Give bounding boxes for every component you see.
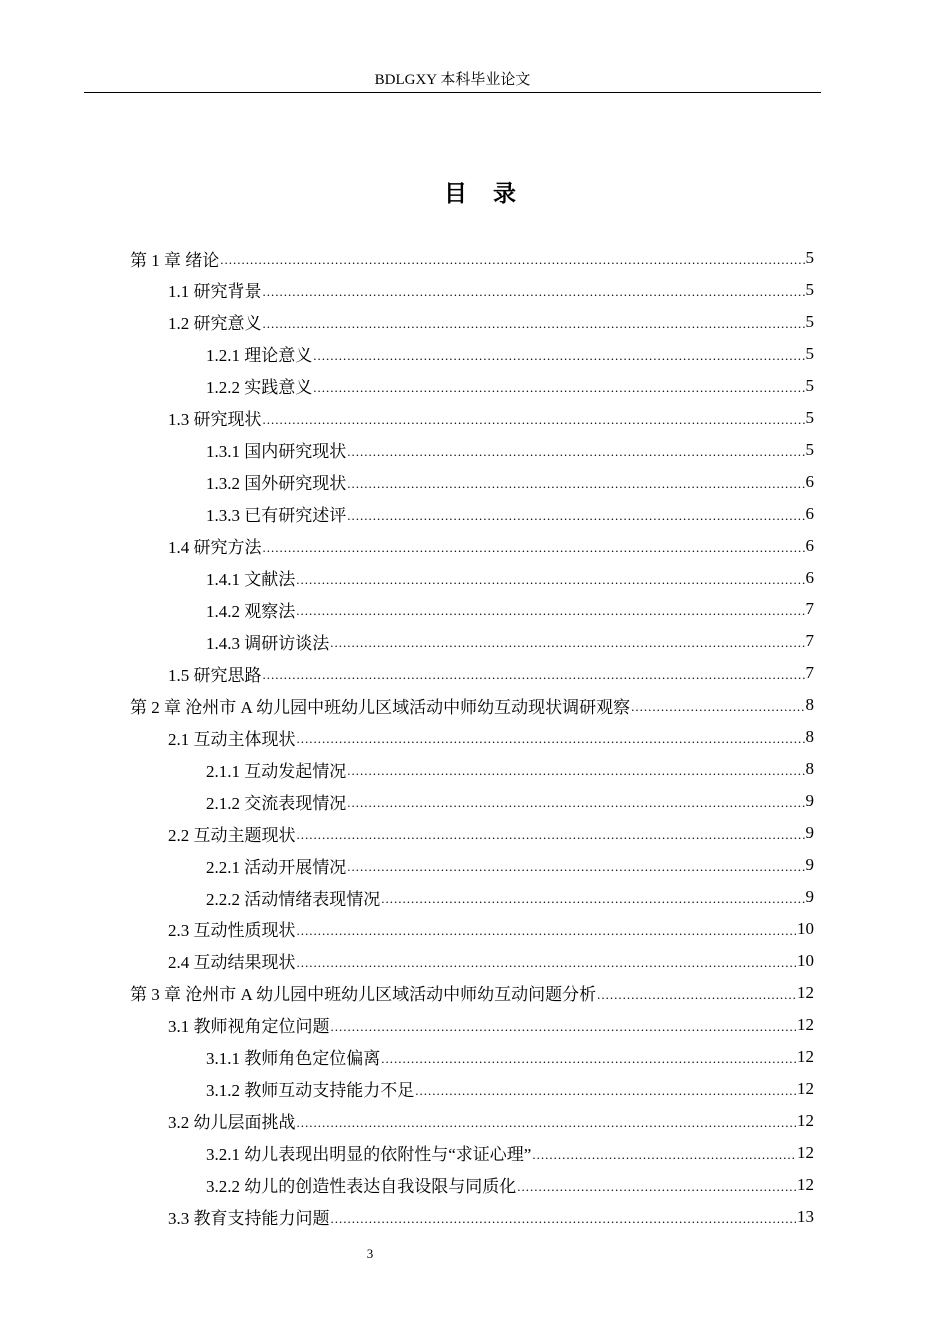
toc-entry[interactable] (206, 1073, 814, 1105)
toc-entry-title: 1.3.3 已有研究述评 (206, 506, 347, 526)
toc-entry-title: 1.4.3 调研访谈法 (206, 633, 330, 653)
toc-entry[interactable] (206, 593, 814, 625)
toc-entry-title: 1.3.1 国内研究现状 (206, 442, 347, 462)
dot-leader (263, 539, 805, 557)
running-header: BDLGXY 本科毕业论文 (84, 70, 821, 93)
toc-entry-title: 1.4.1 文献法 (206, 570, 296, 589)
dot-leader (347, 507, 804, 525)
toc-entry[interactable] (168, 530, 814, 562)
toc-entry-page: 7 (805, 599, 814, 619)
toc-entry-title: 3.2 幼儿层面挑战 (168, 1113, 296, 1133)
toc-entry[interactable] (206, 1169, 814, 1201)
toc-entry-page: 6 (805, 535, 814, 555)
toc-entry[interactable] (206, 466, 814, 498)
toc-entry[interactable] (206, 370, 814, 402)
toc-entry-title: 3.1 教师视角定位问题 (168, 1017, 330, 1037)
toc-entry-title: 第 2 章 沧州市 A 幼儿园中班幼儿区域活动中师幼互动现状调研观察 (130, 697, 631, 717)
toc-entry[interactable] (206, 562, 814, 594)
dot-leader (297, 922, 797, 940)
toc-entry-title: 1.4.2 观察法 (206, 601, 296, 621)
dot-leader (263, 315, 805, 333)
toc-entry[interactable] (168, 657, 814, 689)
toc-entry-page: 6 (805, 503, 814, 523)
toc-entry-page: 13 (797, 1206, 814, 1226)
toc-entry-page: 10 (797, 918, 814, 938)
dot-leader (415, 1082, 796, 1100)
toc-entry-title: 1.3 研究现状 (168, 410, 262, 430)
toc-entry-page: 12 (797, 1174, 814, 1194)
toc-entry-page: 5 (805, 248, 814, 267)
toc-entry-title: 1.3.2 国外研究现状 (206, 474, 347, 494)
toc-entry[interactable] (206, 849, 814, 881)
toc-entry-page: 12 (797, 1142, 814, 1162)
dot-leader (263, 283, 805, 301)
dot-leader (313, 379, 804, 397)
toc-entry-title: 3.3 教育支持能力问题 (168, 1209, 330, 1228)
toc-entry-title: 2.4 互动结果现状 (168, 953, 296, 973)
toc-entry-page: 7 (805, 631, 814, 651)
dot-leader (347, 762, 804, 780)
toc-entry-page: 6 (805, 471, 814, 491)
toc-entry-page: 5 (805, 439, 814, 459)
toc-entry-title: 3.1.2 教师互动支持能力不足 (206, 1081, 415, 1101)
toc-entry-title: 3.2.2 幼儿的创造性表达自我设限与同质化 (206, 1177, 517, 1197)
page-number: 3 (366, 1246, 374, 1261)
dot-leader (381, 890, 804, 908)
toc-entry[interactable] (206, 1137, 814, 1169)
toc-entry-page: 10 (797, 950, 814, 970)
toc-entry[interactable] (206, 434, 814, 466)
dot-leader (296, 602, 804, 620)
toc-entry[interactable] (206, 1041, 814, 1073)
toc-entry[interactable] (130, 977, 814, 1009)
toc-entry[interactable] (168, 402, 814, 434)
toc-entry-page: 12 (797, 1046, 814, 1066)
toc-entry[interactable] (206, 881, 814, 913)
toc-entry[interactable] (206, 785, 814, 817)
toc-entry-page: 6 (805, 567, 814, 587)
toc-entry-page: 5 (805, 279, 814, 299)
dot-leader (597, 986, 796, 1004)
toc-entry-title: 2.3 互动性质现状 (168, 921, 296, 941)
toc-entry-title: 1.4 研究方法 (168, 538, 262, 558)
dot-leader (347, 858, 804, 876)
toc-entry-page: 8 (805, 727, 814, 747)
toc-entry-page: 5 (805, 343, 814, 363)
toc-entry-title: 1.5 研究思路 (168, 665, 262, 685)
dot-leader (517, 1178, 796, 1196)
toc-entry-page: 5 (805, 375, 814, 395)
dot-leader (313, 347, 804, 365)
dot-leader (347, 794, 804, 812)
toc-entry[interactable] (168, 1201, 814, 1233)
dot-leader (331, 1210, 797, 1228)
toc-entry[interactable] (130, 242, 814, 274)
toc-title: 目录 (444, 181, 542, 207)
toc-entry-title: 3.2.1 幼儿表现出明显的依附性与“求证心理” (206, 1145, 532, 1165)
dot-leader (381, 1050, 796, 1068)
toc-entry-page: 12 (797, 982, 814, 1002)
dot-leader (220, 251, 804, 269)
toc-entry-title: 2.1 互动主体现状 (168, 729, 296, 749)
toc-entry-page: 5 (805, 407, 814, 427)
toc-entry-title: 2.2.1 活动开展情况 (206, 857, 347, 877)
toc-entry-page: 9 (805, 791, 814, 811)
toc-entry-page: 9 (805, 887, 814, 906)
dot-leader (330, 634, 804, 652)
dot-leader (297, 826, 805, 844)
toc-entry-page: 5 (805, 311, 814, 331)
dot-leader (297, 730, 805, 748)
dot-leader (297, 1114, 797, 1132)
toc-entry[interactable] (130, 689, 814, 721)
dot-leader (532, 1146, 796, 1164)
toc-entry-page: 8 (805, 759, 814, 779)
toc-entry[interactable] (168, 721, 814, 753)
dot-leader (296, 571, 804, 589)
dot-leader (631, 698, 804, 716)
toc-entry[interactable] (168, 817, 814, 849)
toc-entry[interactable] (168, 1009, 814, 1041)
toc-entry[interactable] (168, 945, 814, 977)
dot-leader (347, 443, 804, 461)
toc-entry-page: 12 (797, 1014, 814, 1034)
dot-leader (331, 1018, 797, 1036)
toc-entry-title: 第 3 章 沧州市 A 幼儿园中班幼儿区域活动中师幼互动问题分析 (130, 985, 597, 1005)
dot-leader (297, 954, 797, 972)
toc-entry-page: 12 (797, 1078, 814, 1098)
toc-entry-page: 9 (805, 823, 814, 843)
toc-entry[interactable] (206, 338, 814, 370)
dot-leader (347, 475, 804, 493)
toc-entry-title: 2.2.2 活动情绪表现情况 (206, 889, 381, 909)
toc-entry-title: 1.2 研究意义 (168, 314, 262, 334)
toc-entry-page: 9 (805, 855, 814, 875)
toc-entry-title: 2.1.1 互动发起情况 (206, 761, 347, 781)
toc-entry-title: 3.1.1 教师角色定位偏离 (206, 1049, 381, 1069)
toc-entry[interactable] (206, 625, 814, 657)
toc-entry[interactable] (168, 274, 814, 306)
dot-leader (263, 666, 805, 684)
toc-entry-title: 1.1 研究背景 (168, 282, 262, 302)
dot-leader (263, 411, 805, 429)
toc-entry[interactable] (206, 753, 814, 785)
toc-entry-page: 8 (805, 695, 814, 715)
toc-entry[interactable] (206, 498, 814, 530)
toc-entry-title: 1.2.2 实践意义 (206, 378, 313, 398)
toc-entry-title: 2.1.2 交流表现情况 (206, 793, 347, 813)
toc-entry-title: 第 1 章 绪论 (130, 250, 220, 270)
toc-entry[interactable] (168, 913, 814, 945)
toc-entry-page: 7 (805, 663, 814, 683)
toc-entry[interactable] (168, 306, 814, 338)
toc-entry[interactable] (168, 1105, 814, 1137)
toc-entry-title: 2.2 互动主题现状 (168, 825, 296, 845)
toc-entry-page: 12 (797, 1110, 814, 1130)
toc-entry-title: 1.2.1 理论意义 (206, 346, 313, 366)
